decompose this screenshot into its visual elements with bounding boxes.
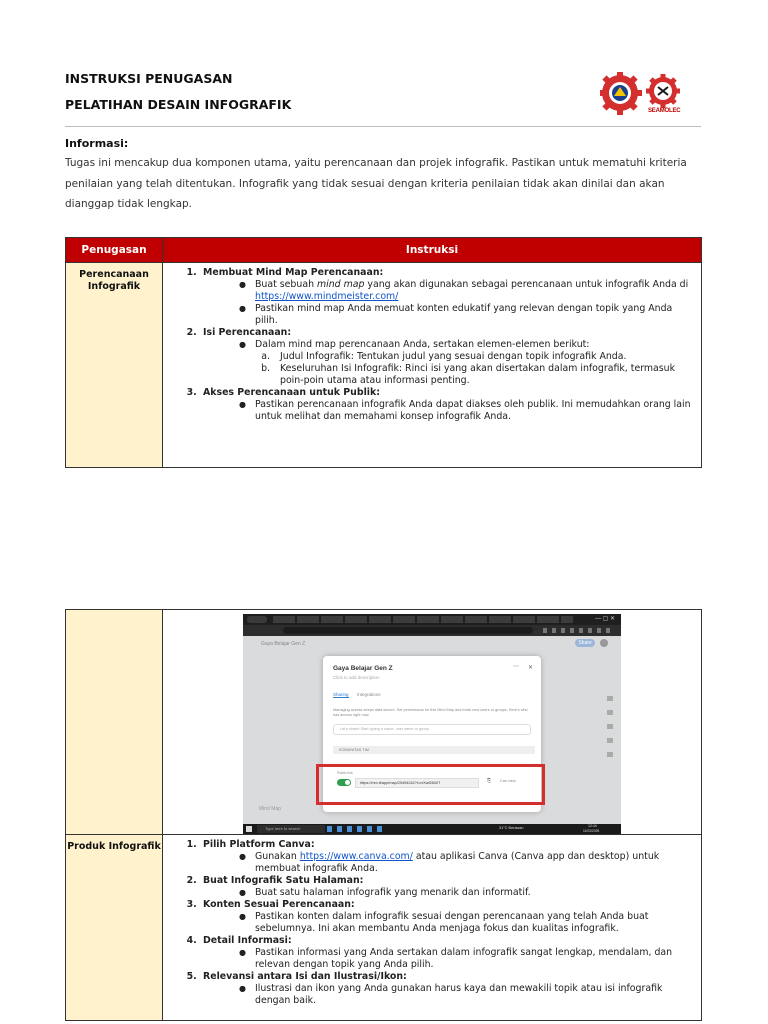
dialog-close-icon[interactable]: ✕ [527,665,533,671]
instructions-produk [163,835,702,1021]
logo-group [600,72,682,118]
mindmeister-link[interactable]: https://www.mindmeister.com/ [255,291,399,302]
category-perencanaan: Perencanaan Infografik [66,263,163,468]
step-1: 1. Pilih Platform Canva: ● Gunakan https://www.canva.com/ atau aplikasi Canva (Canva app dan desktop) untuk membuat infografik Anda. [200,839,695,875]
category-empty [66,610,163,835]
sub-item: b. Keseluruhan Isi Infografik: Rinci isi yang akan disertakan dalam infografik, termasuk poin-poin utama atau informasi penting. [273,363,695,387]
tab-sharing[interactable]: Sharing [333,692,349,697]
step-3: 3. Akses Perencanaan untuk Publik: ● Pastikan perencanaan infografik Anda dapat diakses oleh publik. Ini memudahkan orang lain untuk melihat dan memahami konsep infografik Anda. [200,387,695,423]
bullet: ● Pastikan perencanaan infografik Anda dapat diakses oleh publik. Ini memudahkan orang lain untuk melihat dan memahami konsep infografik Anda. [255,399,695,423]
sub-item: a. Judul Infografik: Tentukan judul yang sesuai dengan topik infografik Anda. [273,351,695,363]
title-line-1: INSTRUKSI PENUGASAN [65,71,233,86]
invite-input[interactable]: Let's share! Start typing a name, user name or group. [333,724,531,735]
step-2: 2. Isi Perencanaan: ● Dalam mind map perencanaan Anda, sertakan elemen-elemen berikut: a. Judul Infografik: Tentukan judul yang sesuai dengan topik infografik Anda. b. Keseluruhan Isi Infografik: Rinci isi yang akan disertakan dalam infografik, termasuk poin-poin utama atau informasi penting. [200,327,695,387]
bullet: ● Gunakan https://www.canva.com/ atau aplikasi Canva (Canva app dan desktop) untuk membuat infografik Anda. [255,851,695,875]
step-1: 1. Membuat Mind Map Perencanaan: ● Buat sebuah mind map yang akan digunakan sebagai perencanaan untuk infografik Anda di https://www.mindmeister.com/ ● Pastikan mind map Anda memuat konten edukatif yang relevan dengan topik yang Anda pilih. [200,267,695,327]
bullet: ● Buat sebuah mind map yang akan digunakan sebagai perencanaan untuk infografik Anda di https://www.mindmeister.com/ [255,279,695,303]
screenshot-cell [163,610,702,835]
weather-status: 31°C Berawan [499,826,524,830]
category-produk: Produk Infografik [66,835,163,1021]
tab-integrations[interactable]: Integrations [357,692,381,697]
public-link-label: Public link [337,771,353,775]
bullet: ● Pastikan konten dalam infografik sesuai dengan perencanaan yang telah Anda buat sebelumnya. Ini akan membantu Anda menjaga fokus dan kualitas infografik. [255,911,695,935]
bullet: ● Ilustrasi dan ikon yang Anda gunakan harus kaya dan mewakili topik atau isi infografik dengan baik. [255,983,695,1007]
assignment-table [65,237,702,468]
dialog-description: Managing access keeps data secure. Set permissions for this Mind Map and invite new users or groups. Here's who has access right now. [333,708,528,717]
instructions-perencanaan [163,263,702,468]
step-4: 4. Detail Informasi: ● Pastikan informasi yang Anda sertakan dalam infografik sangat lengkap, mendalam, dan relevan dengan topik yang Anda pilih. [200,935,695,971]
bullet: ● Pastikan informasi yang Anda sertakan dalam infografik sangat lengkap, mendalam, dan relevan dengan topik yang Anda pilih. [255,947,695,971]
breadcrumb: Gaya Belajar Gen Z [261,641,306,647]
clock-time: 12:44 [588,824,597,828]
clock-date: 11/03/2025 [583,829,600,833]
info-label: Informasi: [65,137,129,150]
taskbar-search[interactable]: Type here to search [257,825,325,833]
browser-tab-bar [243,614,621,625]
share-button[interactable]: Share [575,639,595,647]
mind-map-button[interactable]: Mind Map [259,806,281,812]
permission-select[interactable]: Can view [500,779,516,783]
dialog-title: Gaya Belajar Gen Z [333,665,393,672]
document-heading [65,66,291,118]
windows-start-icon[interactable] [246,826,252,832]
mindmeister-screenshot [243,614,621,834]
bullet: ● Buat satu halaman infografik yang menarik dan informatif. [255,887,695,899]
browser-address-bar [243,625,621,636]
avatar [600,639,608,647]
title-line-2: PELATIHAN DESAIN INFOGRAFIK [65,97,292,112]
header-divider [65,126,701,127]
step-2: 2. Buat Infografik Satu Halaman: ● Buat satu halaman infografik yang menarik dan informatif. [200,875,695,899]
windows-taskbar [243,824,621,834]
bullet: ● Pastikan mind map Anda memuat konten edukatif yang relevan dengan topik yang Anda pilih. [255,303,695,327]
dialog-more-icon[interactable]: ⋯ [513,664,519,670]
dialog-subtitle: Click to add description [333,675,380,680]
assignment-table-continued [65,609,702,1021]
window-controls: — ▢ ✕ [595,616,616,622]
app-area [243,636,621,824]
seamolec-logo-label: SEAMOLEC [648,108,681,114]
taskbar-apps [327,826,387,832]
column-header-instruksi: Instruksi [163,238,702,263]
side-toolbar [607,696,613,766]
step-5: 5. Relevansi antara Isi dan Ilustrasi/Ikon: ● Ilustrasi dan ikon yang Anda gunakan harus kaya dan mewakili topik atau isi infografik dengan baik. [200,971,695,1007]
canva-link[interactable]: https://www.canva.com/ [299,851,413,862]
bullet: ● Dalam mind map perencanaan Anda, sertakan elemen-elemen berikut: a. Judul Infografik: Tentukan judul yang sesuai dengan topik infografik Anda. b. Keseluruhan Isi Infografik: Rinci isi yang akan disertakan dalam infografik, termasuk poin-poin utama atau informasi penting. [255,339,695,387]
column-header-penugasan: Penugasan [66,238,163,263]
step-3: 3. Konten Sesuai Perencanaan: ● Pastikan konten dalam infografik sesuai dengan perencanaan yang telah Anda buat sebelumnya. Ini akan membantu Anda menjaga fokus dan kualitas infografik. [200,899,695,935]
copy-link-icon[interactable]: ⎘ [487,778,492,784]
highlight-box [316,764,545,805]
public-link-field[interactable]: https://mm.tt/app/map/29494242?t=rxXwf2840T [355,778,479,788]
info-text: Tugas ini mencakup dua komponen utama, yaitu perencanaan dan projek infografik. Pastikan untuk mematuhi kriteria penilaian yang telah ditentukan. Infografik yang tidak sesuai dengan kriteria penilaian tidak akan dinilai dan akan dianggap tidak lengkap. [65,157,687,210]
group-row: KOMUNITAS TIM [333,746,535,754]
